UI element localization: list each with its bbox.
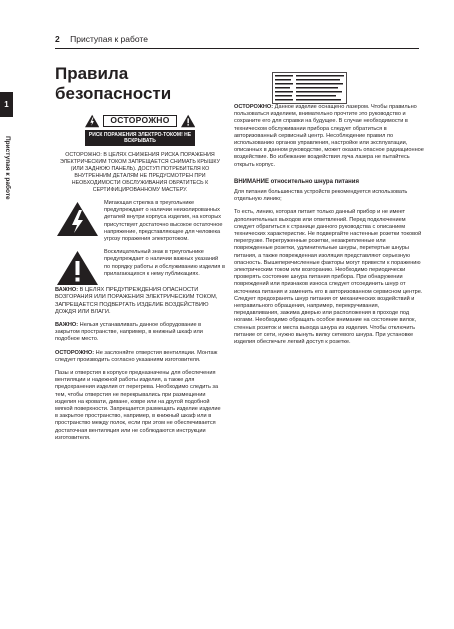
laser-paragraph [234, 104, 424, 169]
warning-label: ВАЖНО: [55, 322, 79, 329]
warning-title: ОСТОРОЖНО [103, 115, 176, 126]
page-header [55, 34, 148, 44]
page-title: Правила безопасности [55, 64, 172, 103]
laser-text: Данное изделие оснащено лазером. Чтобы правильно пользоваться изделием, внимательно прочтите это руководство и сохраните его для справки на будущее. В случае необходимости в техническом обслуживании прибора следует обратиться в авторизованный сервисный центр. Несоблюдение правил по использованию органов управления, настройке или эксплуатации, описанных в данном руководстве, может оказать опасное радиационное воздействие. Во избежание воздействия луча лазера не пытайтесь открыть корпус. [234, 104, 424, 168]
lightning-explanation [55, 200, 225, 243]
caution-vent-text: Не заслоняйте отверстия вентиляции. Монтаж следует производить согласно указаниям изготовителя. [55, 349, 218, 363]
caution-vent-paragraph [55, 350, 225, 364]
left-column [55, 64, 225, 448]
warning-box [85, 114, 195, 146]
warning-enclosure-text: Нельзя устанавливать данное оборудование в закрытом пространстве, например, в книжный шкаф или подобное место. [55, 322, 203, 343]
warning-label: ВАЖНО: [55, 287, 79, 294]
power-cord-heading: ВНИМАНИЕ относительно шнура питания [234, 178, 359, 185]
warning-rain-text: В ЦЕЛЯХ ПРЕДУПРЕЖДЕНИЯ ОПАСНОСТИ ВОЗГОРАНИЯ ИЛИ ПОРАЖЕНИЯ ЭЛЕКТРИЧЕСКИМ ТОКОМ, ЗАПРЕЩАЕТСЯ ПОДВЕРГАТЬ ИЗДЕЛИЕ ВОЗДЕЙСТВИЮ ДОЖДЯ ИЛИ ВЛАГИ. [55, 287, 218, 315]
caution-label: ОСТОРОЖНО: [234, 104, 274, 110]
power-cord-body: То есть, линию, которая питает только данный прибор и не имеет дополнительных выходов или ответвлений. Перед подключением следует обратиться к странице данного руководства с описанием технических характеристик. Не подвергайте настенные розетки токовой перегрузке. Перегруженные розетки, незакрепленные или поврежденные розетки, удлинительные шнуры, перетертые шнуры питания, а также поврежденная изоляция представляют серьезную опасность. Вышеперечисленные факторы могут привести к поражению электрическим током или возгоранию. Необходимо периодически проверять состояние шнура питания прибора. При обнаружении повреждений или признаков износа следует отсоединить шнур от источника питания и заменить его в авторизованном сервисном центре. Следует предохранять шнур питания от механических воздействий и неправильного обращения, например, перекручивания, передавливания, зажима дверью или расположения в проходе под ногами. Необходимо обращать особое внимание на состояние вилок, стенных розеток и места выхода шнура из изделия. Чтобы отключить питание от сети, нужно вынуть вилку сетевого шнура. При установке изделия обеспечьте легкий доступ к розетке. [234, 209, 423, 346]
right-column [234, 104, 424, 352]
lightning-triangle-icon [55, 200, 100, 238]
ventilation-paragraph: Пазы и отверстия в корпусе предназначены для обеспечения вентиляции и надежной работы изделия, а также для предохранения изделия от перегрева. Необходимо следить за тем, чтобы отверстия не перекрывались при размещении изделия на кровати, диване, ковре или на другой подобной мягкой поверхности. Запрещается размещать изделие изделие в закрытое пространство, например, в книжный шкаф или в пространство между полок, если при этом не обеспечивается достаточная вентиляция или не соблюдаются инструкции изготовителя. [55, 370, 221, 441]
lightning-triangle-icon [85, 114, 99, 128]
laser-label-image [272, 72, 347, 104]
caution-caps-text: ОСТОРОЖНО: В ЦЕЛЯХ СНИЖЕНИЯ РИСКА ПОРАЖЕНИЯ ЭЛЕКТРИЧЕСКИМ ТОКОМ ЗАПРЕЩАЕТСЯ СНИМАТЬ КРЫШКУ (ИЛИ ЗАДНЮЮ ПАНЕЛЬ). ДОСТУП ПОТРЕБИТЕЛЯ КО ВНУТРЕННИМ ДЕТАЛЯМ НЕ ПРЕДУСМОТРЕН ПРИ НЕОБХОДИМОСТИ ОБСЛУЖИВАНИЯ ОБРАТИТЕСЬ К СЕРТИФИЦИРОВАННОМУ МАСТЕРУ. [60, 152, 220, 193]
chapter-side-label: Приступая к работе [4, 136, 11, 200]
exclaim-explanation [55, 249, 225, 278]
page-number: 2 [55, 34, 60, 44]
warning-subtitle: РИСК ПОРАЖЕНИЯ ЭЛЕКТРО-ТОКОМ! НЕ ВСКРЫВАТЬ [85, 130, 195, 146]
power-cord-intro: Для питания большинства устройств рекомендуется использовать отдельную линию; [234, 189, 408, 203]
caution-label: ОСТОРОЖНО: [55, 349, 95, 356]
section-title: Приступая к работе [70, 34, 148, 44]
warning-enclosure-paragraph [55, 322, 225, 344]
exclaim-text: Восклицательный знак в треугольнике предупреждает о наличии важных указаний по порядку работы и обслуживанию изделия в прилагающихся к нему публикациях. [104, 249, 225, 277]
warning-rain-paragraph [55, 287, 225, 316]
lightning-text: Мигающая стрелка в треугольнике предупреждает о наличии неизолированных деталей внутри корпуса изделия, на которых присутствует достаточно высокое остаточное напряжение, представляющее для человека угрозу поражения электротоком. [104, 200, 223, 243]
header-rule [55, 48, 419, 49]
exclamation-triangle-icon [55, 249, 100, 287]
exclamation-triangle-icon [181, 114, 195, 128]
chapter-tab: 1 [0, 92, 13, 117]
